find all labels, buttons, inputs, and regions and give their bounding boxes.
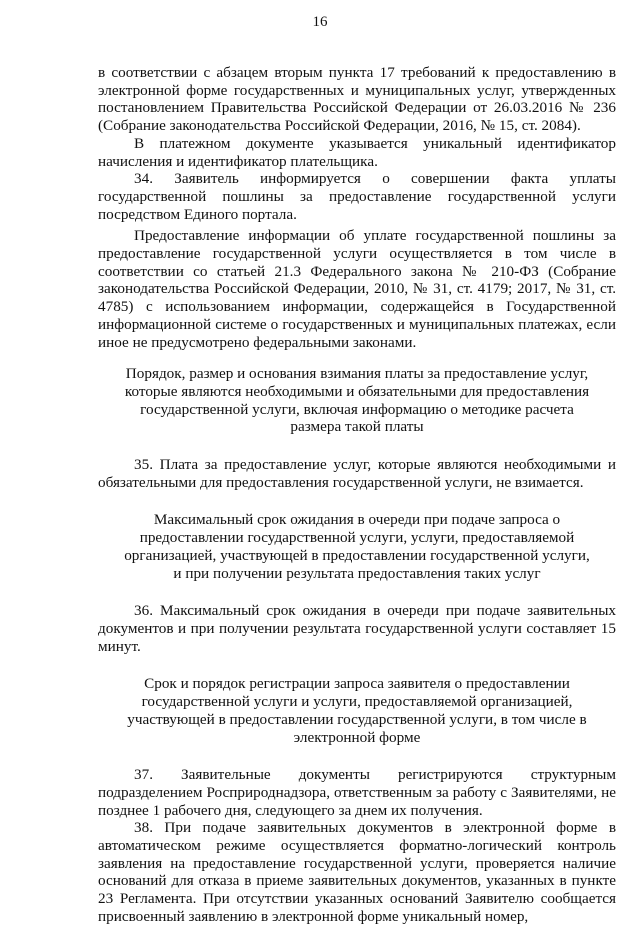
- paragraph-37: 37. Заявительные документы регистрируются структурным подразделением Росприроднадзора, ответственным за работу с Заявителями, не позднее 1 рабочего дня, следующего за днем их получения.: [98, 766, 616, 819]
- page-number: 16: [312, 14, 328, 30]
- paragraph-38: 38. При подаче заявительных документов в электронной форме в автоматическом режиме осуществляется форматно-логический контроль заявления на предоставление государственной услуги, проверяется наличие оснований для отказа в приеме заявительных документов, указанных в пункте 23 Регламента. При отсутствии указанных оснований Заявителю сообщается присвоенный заявлению в электронной форме уникальный номер,: [98, 819, 616, 925]
- paragraph-payment-document: В платежном документе указывается уникальный идентификатор начисления и идентификатор плательщика.: [98, 134, 616, 170]
- document-body: [98, 64, 616, 926]
- paragraph-35: 35. Плата за предоставление услуг, которые являются необходимыми и обязательными для предоставления государственной услуги, не взимается.: [98, 456, 616, 491]
- paragraph-payment-info: Предоставление информации об уплате государственной пошлины за предоставление государственной услуги осуществляется в том числе в соответствии со статьей 21.3 Федерального закона № 210-ФЗ (Собрание законодательства Российской Федерации, 2010, № 31, ст. 4179; 2017, № 31, ст. 4785) с использованием информации, содержащейся в Государственной информационной системе о государственных и муниципальных платежах, если иное не предусмотрено федеральными законами.: [98, 227, 616, 351]
- section-heading-queue-time: Максимальный срок ожидания в очереди при подаче запроса о предоставлении государственной услуги, услуги, предоставляемой организацией, участвующей в предоставлении государственной услуги, и при получении результата предоставления таких услуг: [124, 511, 590, 582]
- paragraph-34: 34. Заявитель информируется о совершении факта уплаты государственной пошлины за предоставление государственной услуги посредством Единого портала.: [98, 170, 616, 223]
- section-heading-registration: Срок и порядок регистрации запроса заявителя о предоставлении государственной услуги и услуги, предоставляемой организацией, участвующей в предоставлении государственной услуги, в том числе в электронной форме: [127, 675, 587, 746]
- paragraph-36: 36. Максимальный срок ожидания в очереди при подаче заявительных документов и при получении результата государственной услуги составляет 15 минут.: [98, 602, 616, 655]
- paragraph-continuation: в соответствии с абзацем вторым пункта 17 требований к предоставлению в электронной форме государственных и муниципальных услуг, утвержденных постановлением Правительства Российской Федерации от 26.03.2016 № 236 (Собрание законодательства Российской Федерации, 2016, № 15, ст. 2084).: [98, 64, 616, 135]
- section-heading-fees: Порядок, размер и основания взимания платы за предоставление услуг, которые являются необходимыми и обязательными для предоставления государственной услуги, включая информацию о методике расчета размера такой платы: [124, 365, 590, 436]
